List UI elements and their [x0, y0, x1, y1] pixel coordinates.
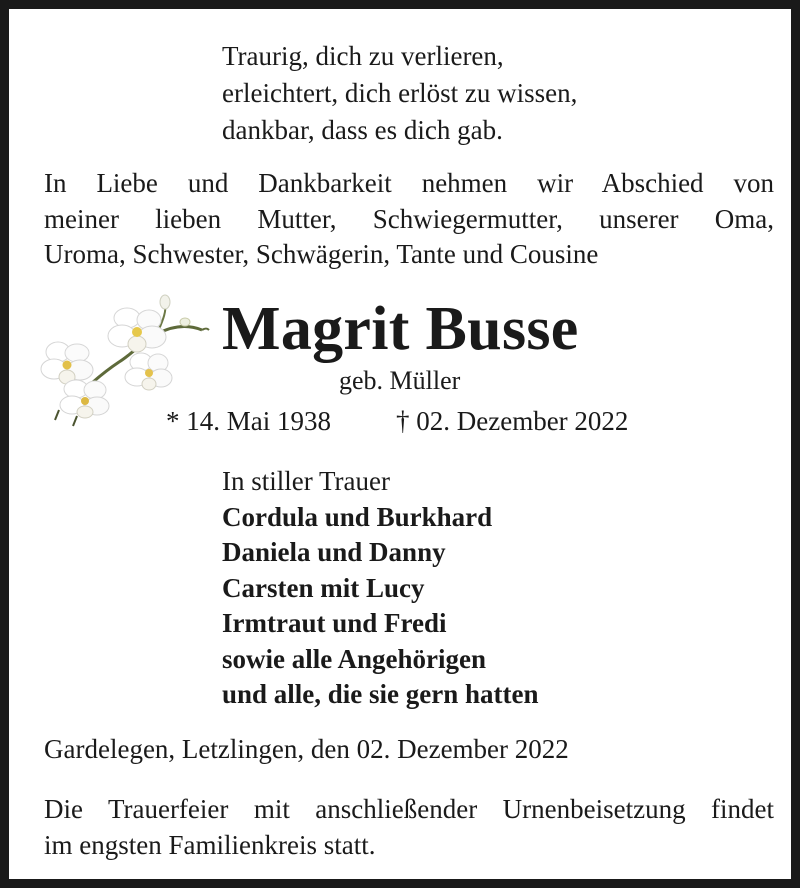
- poem-line: erleichtert, dich erlöst zu wissen,: [222, 78, 578, 108]
- mourners-heading: In stiller Trauer: [222, 466, 390, 496]
- mourner-entry: und alle, die sie gern hatten: [222, 679, 539, 709]
- mourner-entry: Daniela und Danny: [222, 537, 446, 567]
- mourners-list: [222, 464, 539, 713]
- mourner-entry: Carsten mit Lucy: [222, 572, 425, 603]
- death-date: † 02. Dezember 2022: [396, 406, 629, 436]
- farewell-line: In Liebe und Dankbarkeit nehmen wir Abschied von: [44, 168, 774, 198]
- mourner-entry: Irmtraut und Fredi: [222, 608, 447, 638]
- funeral-note: [44, 792, 774, 863]
- poem: [222, 38, 577, 149]
- farewell-line: Uroma, Schwester, Schwägerin, Tante und Cousine: [44, 239, 599, 269]
- birth-date: * 14. Mai 1938: [166, 406, 331, 436]
- funeral-note-line: im engsten Familienkreis statt.: [44, 829, 376, 860]
- mourner-entry: Cordula und Burkhard: [222, 501, 493, 532]
- birth-name: geb. Müller: [339, 366, 461, 395]
- place-and-date: Gardelegen, Letzlingen, den 02. Dezember 2022: [44, 734, 569, 764]
- life-dates: [166, 404, 629, 438]
- deceased-name: Magrit Busse: [222, 295, 579, 363]
- poem-line: dankbar, dass es dich gab.: [222, 115, 503, 145]
- poem-line: Traurig, dich zu verlieren,: [222, 41, 504, 71]
- farewell-text: [44, 166, 774, 273]
- farewell-line: meiner lieben Mutter, Schwiegermutter, unserer Oma,: [44, 203, 774, 234]
- mourner-entry: sowie alle Angehörigen: [222, 643, 486, 674]
- funeral-note-line: Die Trauerfeier mit anschließender Urnenbeisetzung findet: [44, 794, 774, 824]
